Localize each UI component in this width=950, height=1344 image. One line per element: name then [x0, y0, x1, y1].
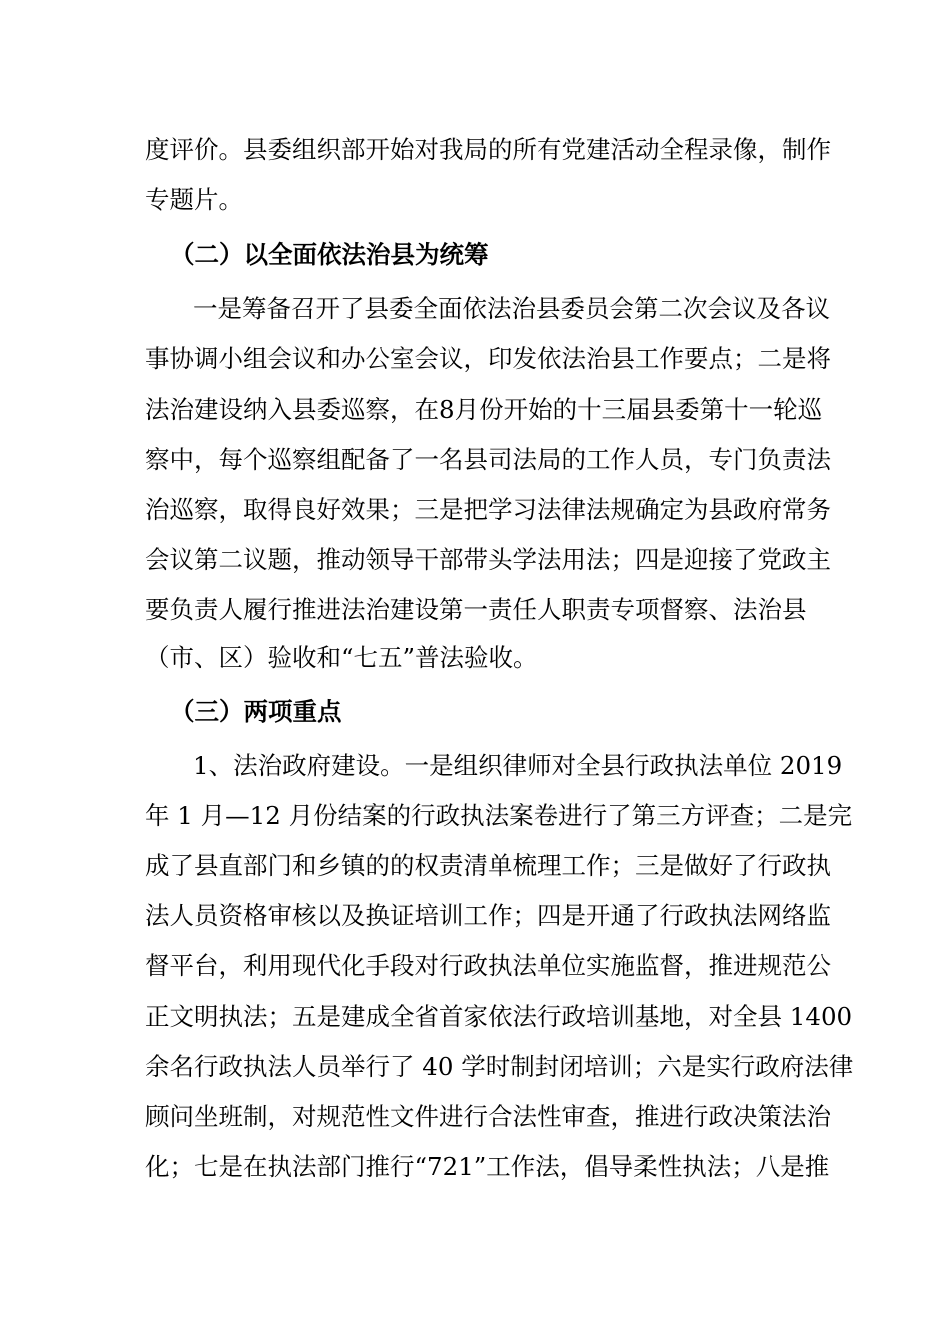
- body-text-line: （市、区）验收和“七五”普法验收。: [145, 643, 538, 672]
- body-text-line: 要负责人履行推进法治建设第一责任人职责专项督察、法治县: [145, 595, 807, 624]
- body-text-line: 成了县直部门和乡镇的的权责清单梳理工作；三是做好了行政执: [145, 851, 831, 880]
- body-text-line: 年 1 月—12 月份结案的行政执法案卷进行了第三方评查；二是完: [145, 801, 853, 830]
- body-text-line: 治巡察，取得良好效果；三是把学习法律法规确定为县政府常务: [145, 495, 831, 524]
- body-text-line: 察中，每个巡察组配备了一名县司法局的工作人员，专门负责法: [145, 445, 831, 474]
- body-text-line: 1、法治政府建设。一是组织律师对全县行政执法单位 2019: [193, 751, 843, 780]
- body-text-line: 督平台，利用现代化手段对行政执法单位实施监督，推进规范公: [145, 951, 831, 980]
- section-heading-3: （三）两项重点: [170, 697, 342, 726]
- body-text-line: 法人员资格审核以及换证培训工作；四是开通了行政执法网络监: [145, 901, 831, 930]
- body-text-line: 化；七是在执法部门推行“721”工作法，倡导柔性执法；八是推: [145, 1152, 830, 1181]
- body-text-line: 顾问坐班制，对规范性文件进行合法性审查，推进行政决策法治: [145, 1102, 831, 1131]
- body-text-line: 法治建设纳入县委巡察，在8月份开始的十三届县委第十一轮巡: [145, 395, 823, 424]
- body-text-line: 会议第二议题，推动领导干部带头学法用法；四是迎接了党政主: [145, 545, 831, 574]
- body-text-line: 专题片。: [145, 185, 243, 214]
- body-text-line: 事协调小组会议和办公室会议，印发依法治县工作要点；二是将: [145, 344, 831, 373]
- body-text-line: 余名行政执法人员举行了 40 学时制封闭培训；六是实行政府法律: [145, 1052, 854, 1081]
- body-text-line: 一是筹备召开了县委全面依法治县委员会第二次会议及各议: [193, 294, 830, 323]
- body-text-line: 正文明执法；五是建成全省首家依法行政培训基地，对全县 1400: [145, 1002, 853, 1031]
- section-heading-2: （二）以全面依法治县为统筹: [170, 240, 489, 269]
- body-text-line: 度评价。县委组织部开始对我局的所有党建活动全程录像，制作: [145, 135, 831, 164]
